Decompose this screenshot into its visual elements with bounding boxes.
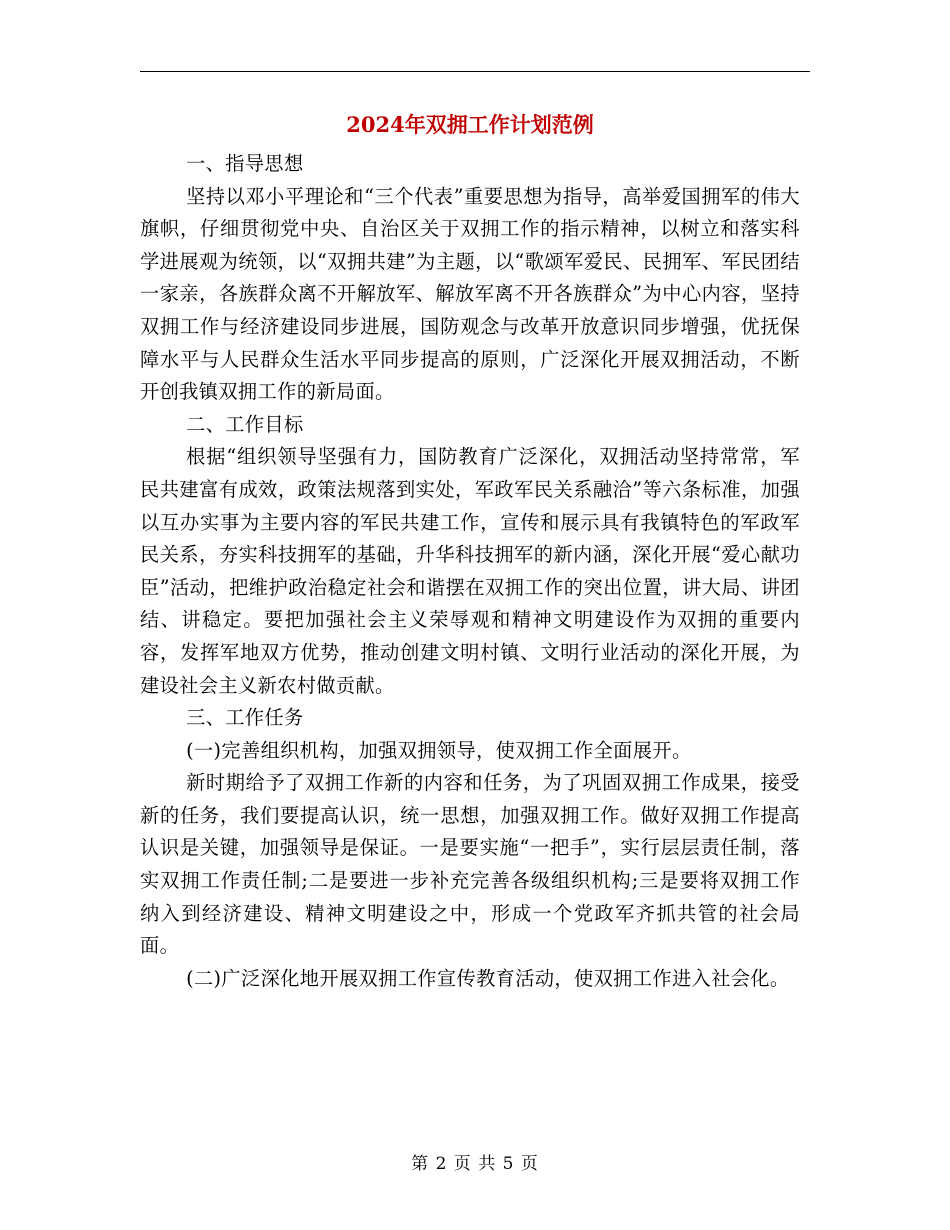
header-rule [140, 71, 810, 72]
section-heading-work-goals: 二、工作目标 [186, 412, 304, 436]
page-number: 第 2 页 共 5 页 [411, 1154, 539, 1174]
paragraph-work-goals: 根据“组织领导坚强有力，国防教育广泛深化，双拥活动坚持常常，军民共建富有成效，政策法规落到实处，军政军民关系融洽”等六条标准，加强以互办实事为主要内容的军民共建工作，宣传和展示具有我镇特色的军政军民关系，夯实科技拥军的基础，升华科技拥军的新内涵，深化开展“爱心献功臣”活动，把维护政治稳定社会和谐摆在双拥工作的突出位置，讲大局、讲团结、讲稳定。要把加强社会主义荣辱观和精神文明建设作为双拥的重要内容，发挥军地双方优势，推动创建文明村镇、文明行业活动的深化开展，为建设社会主义新农村做贡献。 [140, 445, 800, 697]
paragraph-guiding-ideology: 坚持以邓小平理论和“三个代表”重要思想为指导，高举爱国拥军的伟大旗帜，仔细贯彻党中央、自治区关于双拥工作的指示精神，以树立和落实科学进展观为统领，以“双拥共建”为主题，以“歌颂军爱民、民拥军、军民团结一家亲，各族群众离不开解放军、解放军离不开各族群众”为中心内容，坚持双拥工作与经济建设同步进展，国防观念与改革开放意识同步增强，优抚保障水平与人民群众生活水平同步提高的原则，广泛深化开展双拥活动，不断开创我镇双拥工作的新局面。 [140, 184, 800, 404]
document-body [140, 108, 800, 995]
subheading-task-1: (一)完善组织机构，加强双拥领导，使双拥工作全面展开。 [186, 738, 692, 762]
subheading-task-2: (二)广泛深化地开展双拥工作宣传教育活动，使双拥工作进入社会化。 [186, 966, 790, 990]
section-heading-guiding-ideology: 一、指导思想 [186, 152, 304, 175]
document-title: 2024年双拥工作计划范例 [346, 112, 594, 137]
paragraph-task-1: 新时期给予了双拥工作新的内容和任务，为了巩固双拥工作成果，接受新的任务，我们要提高认识，统一思想，加强双拥工作。做好双拥工作提高认识是关键，加强领导是保证。一是要实施“一把手”，实行层层责任制，落实双拥工作责任制;二是要进一步补充完善各级组织机构;三是要将双拥工作纳入到经济建设、精神文明建设之中，形成一个党政军齐抓共管的社会局面。 [140, 771, 800, 958]
section-heading-work-tasks: 三、工作任务 [186, 706, 304, 730]
